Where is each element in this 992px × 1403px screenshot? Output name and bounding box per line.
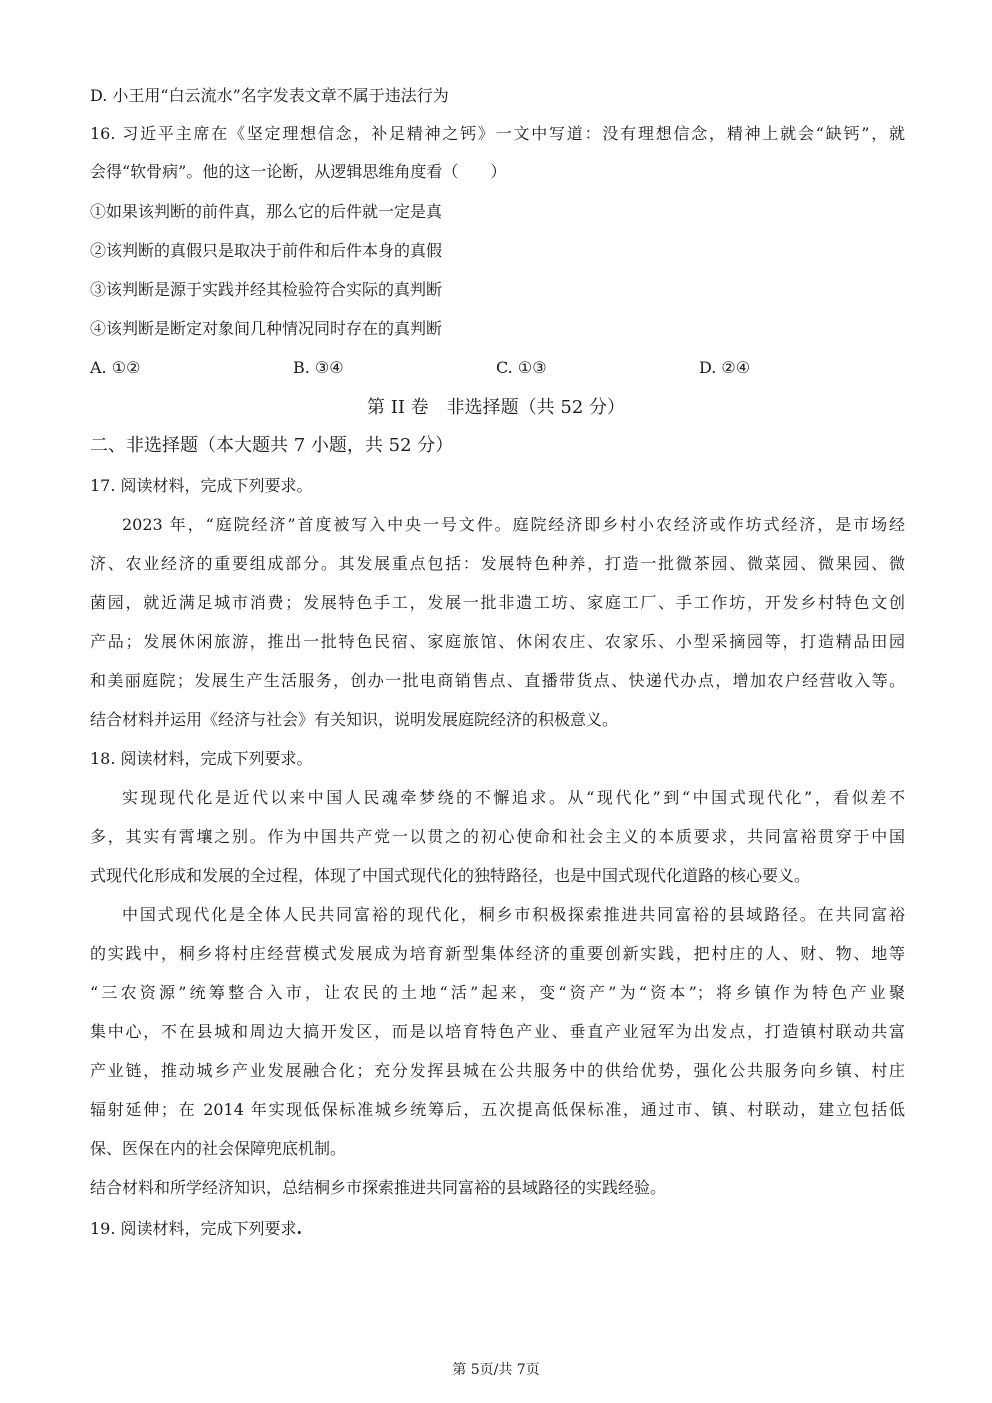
q15-option-d: D. 小王用“白云流水”名字发表文章不属于违法行为 — [90, 86, 449, 105]
q18-question: 结合材料和所学经济知识，总结桐乡市探索推进共同富裕的县域路径的实践经验。 — [90, 1178, 667, 1197]
q17-material-line-2: 济、农业经济的重要组成部分。其发展重点包括：发展特色种养，打造一批微茶园、微菜园、微果园、微 — [90, 554, 905, 573]
q16-statement-2: ②该判断的真假只是取决于前件和后件本身的真假 — [90, 241, 443, 260]
q18-material-line-7: 集中心，不在县城和周边大搞开发区，而是以培育特色产业、垂直产业冠军为出发点，打造镇村联动共富 — [90, 1022, 905, 1041]
q16-stem-line-2: 会得“软骨病”。他的这一论断，从逻辑思维角度看（ ） — [90, 162, 507, 181]
q16-statement-4: ④该判断是断定对象间几种情况同时存在的真判断 — [90, 319, 443, 338]
q18-material-line-10: 保、医保在内的社会保障兜底机制。 — [90, 1139, 347, 1158]
q17-material-line-1: 2023 年，“庭院经济”首度被写入中央一号文件。庭院经济即乡村小农经济或作坊式经济，是市场经 — [122, 515, 905, 534]
q16-stem-line-1: 16. 习近平主席在《坚定理想信念，补足精神之钙》一文中写道：没有理想信念，精神上就会“缺钙”，就 — [90, 124, 905, 143]
q18-material-line-9: 辐射延伸；在 2014 年实现低保标准城乡统筹后，五次提高低保标准，通过市、镇、村联动，建立包括低 — [90, 1100, 905, 1119]
q18-material-line-1: 实现现代化是近代以来中国人民魂牵梦绕的不懈追求。从“现代化”到“中国式现代化”，看似差不 — [122, 788, 905, 807]
q16-option-a: A. ①② — [90, 358, 141, 377]
section-title: 第 II 卷 非选择题（共 52 分） — [366, 397, 625, 418]
q16-option-b: B. ③④ — [293, 358, 344, 377]
q18-material-line-8: 产业链，推动城乡产业发展融合化；充分发挥县城在公共服务中的供给优势，强化公共服务向乡镇、村庄 — [90, 1061, 905, 1080]
q18-material-line-5: 的实践中，桐乡将村庄经营模式发展成为培育新型集体经济的重要创新实践，把村庄的人、财、物、地等 — [90, 944, 905, 963]
q16-statement-3: ③该判断是源于实践并经其检验符合实际的真判断 — [90, 280, 443, 299]
page-footer: 第 5页/共 7页 — [452, 1362, 540, 1378]
part-title: 二、非选择题（本大题共 7 小题，共 52 分） — [90, 435, 454, 456]
q17-heading: 17. 阅读材料，完成下列要求。 — [90, 476, 313, 495]
q16-statement-1: ①如果该判断的前件真，那么它的后件就一定是真 — [90, 202, 443, 221]
q17-material-line-4: 产品；发展休闲旅游，推出一批特色民宿、家庭旅馆、休闲农庄、农家乐、小型采摘园等，打造精品田园 — [90, 632, 905, 651]
q17-question: 结合材料并运用《经济与社会》有关知识，说明发展庭院经济的积极意义。 — [90, 710, 619, 729]
q19-heading-dot: . — [296, 1219, 303, 1238]
q18-material-line-4: 中国式现代化是全体人民共同富裕的现代化，桐乡市积极探索推进共同富裕的县域路径。在共同富裕 — [122, 905, 905, 924]
q17-material-line-3: 菌园，就近满足城市消费；发展特色手工，发展一批非遗工坊、家庭工厂、手工作坊，开发乡村特色文创 — [90, 593, 905, 612]
q18-heading: 18. 阅读材料，完成下列要求。 — [90, 749, 313, 768]
q16-option-c: C. ①③ — [496, 358, 547, 377]
q19-heading-text: 19. 阅读材料，完成下列要求 — [90, 1219, 297, 1238]
q18-material-line-2: 多，其实有霄壤之别。作为中国共产党一以贯之的初心使命和社会主义的本质要求，共同富裕贯穿于中国 — [90, 827, 905, 846]
q16-option-d: D. ②④ — [699, 358, 751, 377]
q19-heading — [90, 1219, 905, 1239]
q17-material-line-5: 和美丽庭院；发展生产生活服务，创办一批电商销售点、直播带货点、快递代办点，增加农户经营收入等。 — [90, 671, 905, 690]
q18-material-line-6: “三农资源”统筹整合入市，让农民的土地“活”起来，变“资产”为“资本”；将乡镇作为特色产业聚 — [90, 983, 905, 1002]
q18-material-line-3: 式现代化形成和发展的全过程，体现了中国式现代化的独特路径，也是中国式现代化道路的核心要义。 — [90, 866, 811, 885]
